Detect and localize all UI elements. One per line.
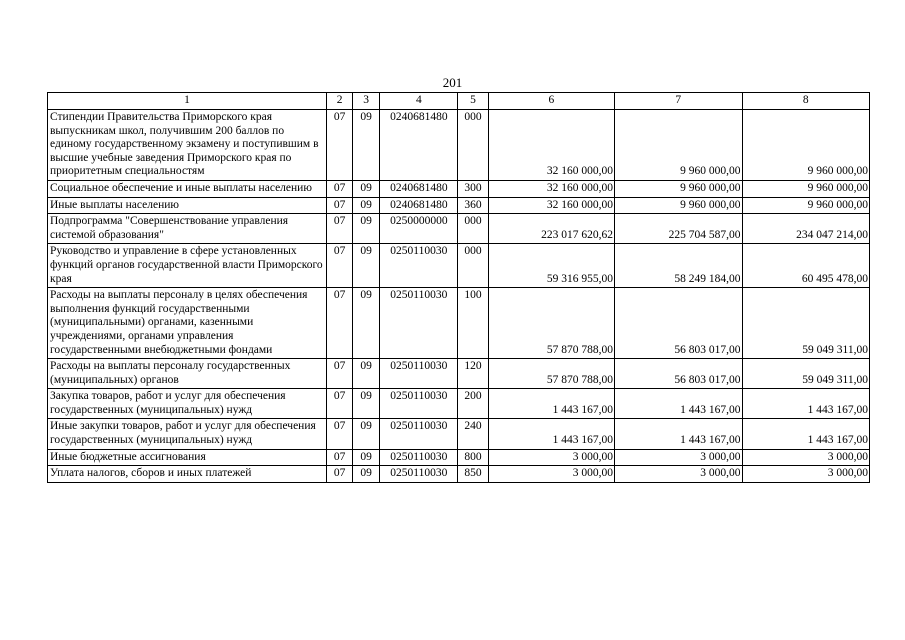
header-cell: 3 [353,93,380,110]
table-row [48,449,870,466]
row-amount-6: 59 316 955,00 [488,244,614,288]
row-amount-6: 1 443 167,00 [488,419,614,449]
row-section: 07 [327,389,353,419]
row-subsection: 09 [353,288,380,359]
table-row [48,359,870,389]
row-section: 07 [327,197,353,214]
row-amount-8: 9 960 000,00 [742,110,870,181]
row-name: Подпрограмма "Совершенствование управления системой образования" [48,214,327,244]
row-amount-8: 59 049 311,00 [742,359,870,389]
row-section: 07 [327,449,353,466]
row-expense-type: 800 [458,449,488,466]
row-target-code: 0250110030 [380,244,458,288]
row-amount-7: 58 249 184,00 [615,244,742,288]
row-subsection: 09 [353,110,380,181]
row-amount-7: 56 803 017,00 [615,288,742,359]
row-amount-7: 1 443 167,00 [615,419,742,449]
row-target-code: 0250000000 [380,214,458,244]
row-target-code: 0250110030 [380,466,458,483]
row-amount-7: 1 443 167,00 [615,389,742,419]
page-number: 201 [442,75,463,90]
row-amount-8: 234 047 214,00 [742,214,870,244]
row-amount-7: 56 803 017,00 [615,359,742,389]
header-cell: 1 [48,93,327,110]
row-name: Иные закупки товаров, работ и услуг для обеспечения государственных (муниципальных) нужд [48,419,327,449]
row-section: 07 [327,110,353,181]
row-target-code: 0250110030 [380,389,458,419]
row-amount-7: 9 960 000,00 [615,110,742,181]
row-amount-8: 9 960 000,00 [742,197,870,214]
row-subsection: 09 [353,214,380,244]
row-amount-6: 3 000,00 [488,449,614,466]
row-name: Руководство и управление в сфере установленных функций органов государственной власти Приморского края [48,244,327,288]
row-target-code: 0250110030 [380,288,458,359]
row-name: Закупка товаров, работ и услуг для обеспечения государственных (муниципальных) нужд [48,389,327,419]
row-target-code: 0240681480 [380,180,458,197]
budget-table [47,92,870,483]
header-cell: 5 [458,93,488,110]
row-amount-6: 1 443 167,00 [488,389,614,419]
row-amount-6: 57 870 788,00 [488,288,614,359]
row-subsection: 09 [353,244,380,288]
row-subsection: 09 [353,197,380,214]
row-expense-type: 000 [458,244,488,288]
row-amount-6: 223 017 620,62 [488,214,614,244]
row-amount-7: 9 960 000,00 [615,180,742,197]
row-name: Расходы на выплаты персоналу в целях обеспечения выполнения функций государственными (муниципальными) органами, казенными учреждениями, органами управления государственными внебюджетными фондами [48,288,327,359]
row-target-code: 0250110030 [380,359,458,389]
row-expense-type: 200 [458,389,488,419]
row-amount-8: 9 960 000,00 [742,180,870,197]
row-section: 07 [327,180,353,197]
table-row [48,214,870,244]
table-row [48,419,870,449]
table-row [48,244,870,288]
header-row [48,93,870,110]
row-amount-8: 59 049 311,00 [742,288,870,359]
row-subsection: 09 [353,449,380,466]
header-cell: 8 [742,93,870,110]
row-amount-8: 3 000,00 [742,466,870,483]
row-amount-6: 32 160 000,00 [488,180,614,197]
header-cell: 7 [615,93,742,110]
row-amount-8: 1 443 167,00 [742,389,870,419]
row-name: Социальное обеспечение и иные выплаты населению [48,180,327,197]
row-subsection: 09 [353,359,380,389]
row-amount-8: 60 495 478,00 [742,244,870,288]
row-section: 07 [327,419,353,449]
row-name: Стипендии Правительства Приморского края выпускникам школ, получившим 200 баллов по единому государственному экзамену и поступившим в высшие учебные заведения Приморского края по приоритетным специальностям [48,110,327,181]
header-cell: 2 [327,93,353,110]
row-subsection: 09 [353,180,380,197]
row-amount-6: 32 160 000,00 [488,197,614,214]
row-expense-type: 100 [458,288,488,359]
row-amount-6: 32 160 000,00 [488,110,614,181]
row-amount-8: 3 000,00 [742,449,870,466]
row-section: 07 [327,244,353,288]
row-target-code: 0240681480 [380,110,458,181]
row-expense-type: 360 [458,197,488,214]
row-expense-type: 300 [458,180,488,197]
row-expense-type: 000 [458,214,488,244]
header-cell: 4 [380,93,458,110]
row-expense-type: 240 [458,419,488,449]
header-cell: 6 [488,93,614,110]
table-row [48,466,870,483]
row-subsection: 09 [353,466,380,483]
row-section: 07 [327,359,353,389]
row-amount-8: 1 443 167,00 [742,419,870,449]
table-row [48,197,870,214]
row-section: 07 [327,466,353,483]
row-target-code: 0240681480 [380,197,458,214]
table-row [48,389,870,419]
row-section: 07 [327,214,353,244]
table-row [48,110,870,181]
row-name: Уплата налогов, сборов и иных платежей [48,466,327,483]
table-row [48,288,870,359]
row-amount-7: 3 000,00 [615,466,742,483]
row-amount-6: 57 870 788,00 [488,359,614,389]
row-amount-7: 225 704 587,00 [615,214,742,244]
row-expense-type: 000 [458,110,488,181]
row-subsection: 09 [353,419,380,449]
row-name: Иные бюджетные ассигнования [48,449,327,466]
row-amount-7: 3 000,00 [615,449,742,466]
row-target-code: 0250110030 [380,449,458,466]
row-expense-type: 120 [458,359,488,389]
table-row [48,180,870,197]
row-target-code: 0250110030 [380,419,458,449]
row-name: Расходы на выплаты персоналу государственных (муниципальных) органов [48,359,327,389]
row-amount-7: 9 960 000,00 [615,197,742,214]
row-expense-type: 850 [458,466,488,483]
row-name: Иные выплаты населению [48,197,327,214]
row-subsection: 09 [353,389,380,419]
row-section: 07 [327,288,353,359]
row-amount-6: 3 000,00 [488,466,614,483]
